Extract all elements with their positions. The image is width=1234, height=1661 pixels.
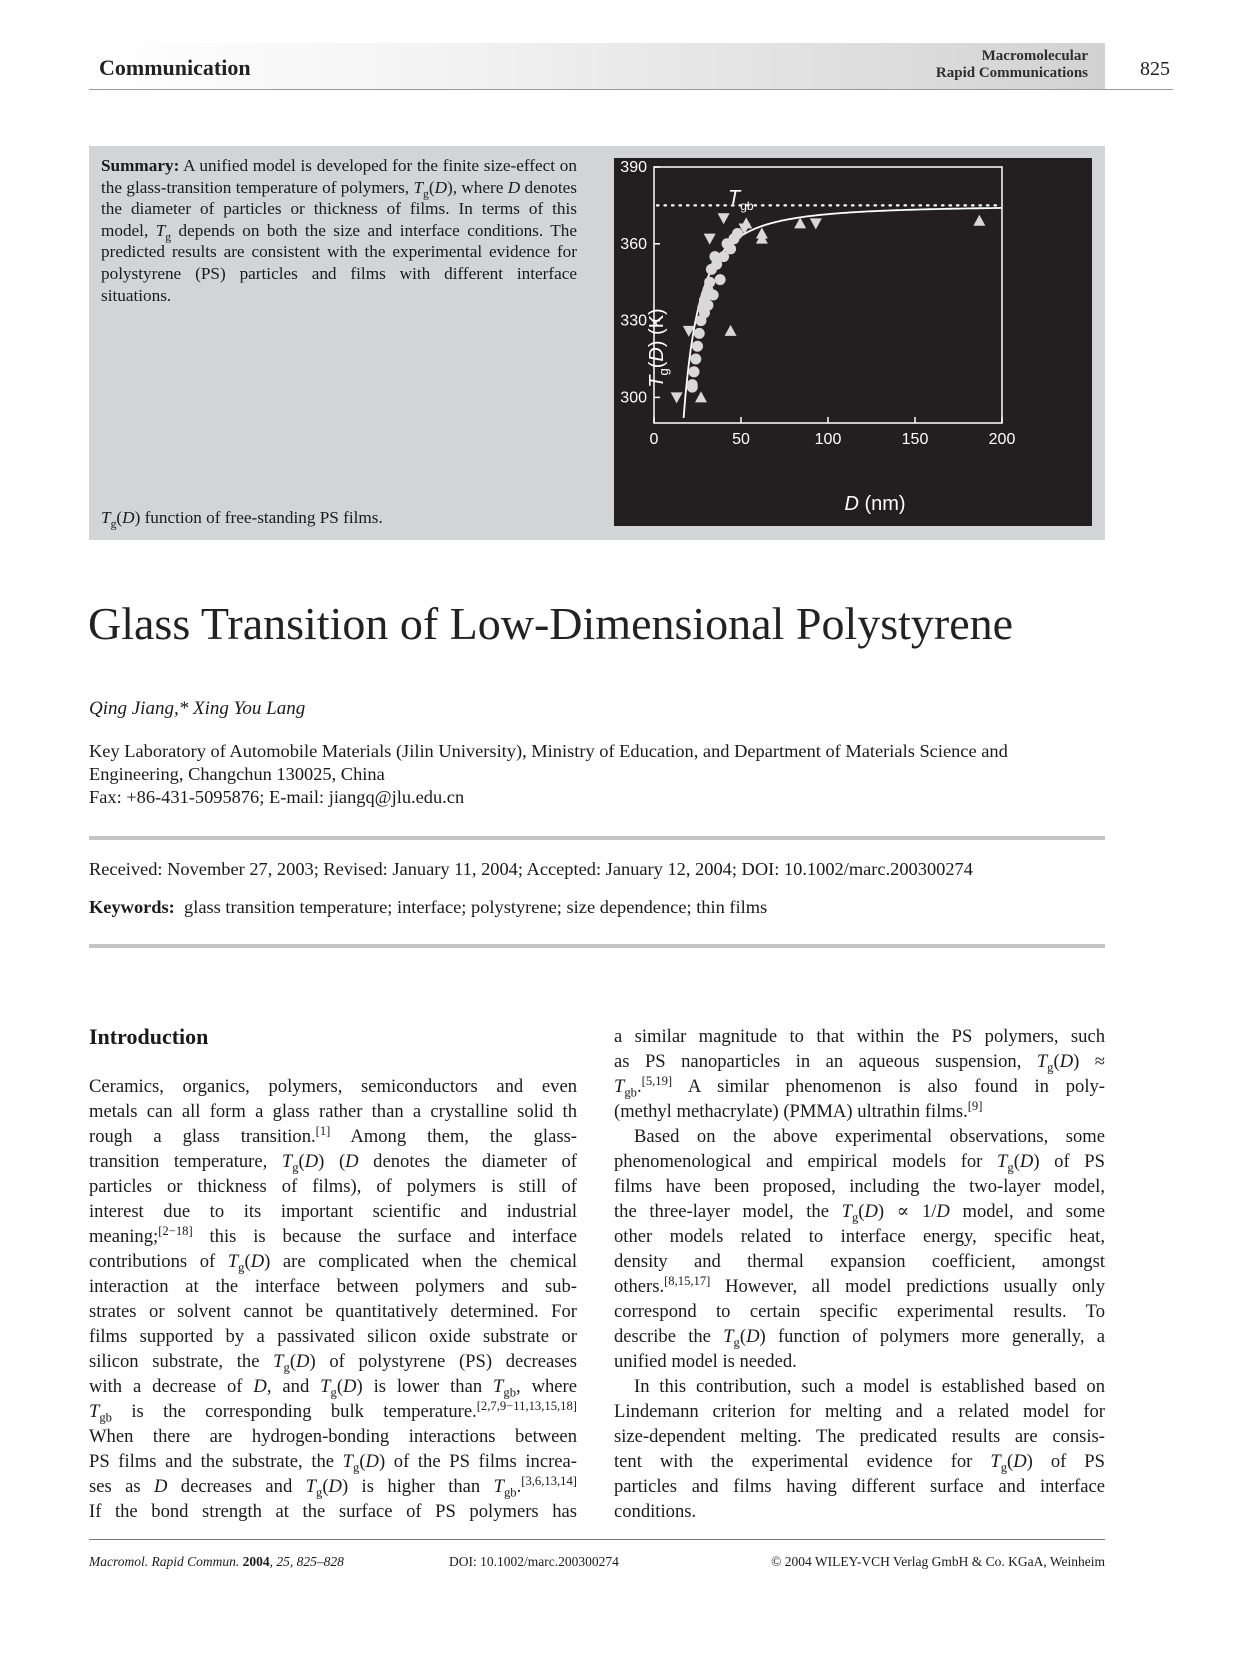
body-text-line: particles or thickness of films), of polymers is still of (89, 1176, 577, 1197)
footer-copyright: © 2004 WILEY-VCH Verlag GmbH & Co. KGaA, Weinheim (771, 1554, 1105, 1569)
affiliation-line-1: Key Laboratory of Automobile Materials (Jilin University), Ministry of Education, and Department of Materials Science and (89, 741, 1008, 761)
data-point-circle (708, 290, 719, 301)
body-text-line: interaction at the interface between polymers and sub- (89, 1276, 577, 1297)
body-text-line: conditions. (614, 1501, 697, 1522)
section-heading: Introduction (89, 1024, 209, 1049)
data-point-circle (690, 354, 701, 365)
footer-volume-pages: , 25, 825–828 (269, 1554, 344, 1569)
body-text-line: tent with the experimental evidence for $T_g(D)$ of PS (614, 1451, 1105, 1475)
summary-text: Summary: A unified model is developed for the finite size-effect on the glass-transition temperature of polymers, $T_g(D)$, where D denotes the diameter of particles or thickness of films. In terms of this model, $T_g$ depends on both the size and interface conditions. The predicted results are consistent with the experimental evidence for polystyrene (PS) particles and films with different interface situations. (101, 156, 577, 305)
journal-name-line2: Rapid Communications (935, 65, 1088, 81)
body-text-line: size-dependent melting. The predicated results are consis- (614, 1426, 1105, 1447)
data-point-triangle-down (704, 234, 716, 245)
data-point-triangle-down (810, 218, 822, 229)
section-label: Communication (99, 55, 251, 80)
data-point-triangle-up (756, 228, 768, 239)
y-tick-label: 360 (620, 235, 647, 253)
keywords-label: Keywords: (89, 897, 175, 917)
data-point-triangle-up (794, 217, 806, 228)
affiliation-line-2: Engineering, Changchun 130025, China (89, 764, 385, 784)
body-text-line: $T_{gb}$ is the corresponding bulk temperature.[2,7,9−11,13,15,18] (89, 1398, 577, 1425)
data-point-triangle-down (671, 392, 683, 403)
body-text-line: strates or solvent cannot be quantitatively determined. For (89, 1301, 577, 1322)
data-point-circle (702, 300, 713, 311)
body-column-right (614, 1024, 1105, 1524)
y-tick-label: 330 (620, 312, 647, 330)
data-points-group (671, 213, 986, 403)
data-point-triangle-up (740, 217, 752, 228)
data-point-circle (704, 277, 715, 288)
body-text-line: (methyl methacrylate) (PMMA) ultrathin films.[9] (614, 1098, 983, 1122)
tg-vs-d-chart (614, 158, 1092, 526)
body-text-line: transition temperature, $T_g(D)$ (D denotes the diameter of (89, 1151, 577, 1175)
footer-rule (89, 1539, 1105, 1540)
tick-labels-group (620, 159, 1015, 448)
header-rule (89, 89, 1173, 90)
data-point-circle (687, 379, 698, 390)
body-text-line: Ceramics, organics, polymers, semiconductors and even (89, 1076, 577, 1097)
footer-journal: Macromol. Rapid Commun. (89, 1554, 240, 1569)
body-text-line: When there are hydrogen-bonding interactions between (89, 1426, 577, 1447)
x-axis-label: D (nm) (844, 493, 906, 515)
x-tick-label: 100 (814, 431, 842, 448)
data-point-circle (732, 228, 743, 239)
chart-svg (614, 158, 1092, 526)
body-text-line: other models related to interface energy, specific heat, (614, 1226, 1105, 1247)
data-point-triangle-up (973, 215, 985, 226)
data-point-circle (725, 243, 736, 254)
body-text-line: others.[8,15,17] However, all model predictions usually only (614, 1273, 1105, 1297)
x-tick-label: 0 (649, 431, 659, 448)
x-tick-label: 150 (901, 431, 929, 448)
body-text-line: the three-layer model, the $T_g(D) \propto 1/D$ model, and some (614, 1201, 1105, 1225)
data-point-circle (715, 274, 726, 285)
data-point-circle (694, 328, 705, 339)
contact-info: Fax: +86-431-5095876; E-mail: jiangq@jlu.edu.cn (89, 787, 465, 807)
body-text-line: interest due to its important scientific and industrial (89, 1201, 577, 1222)
body-text-line: films have been proposed, including the two-layer model, (614, 1176, 1105, 1197)
body-text-line: unified model is needed. (614, 1351, 797, 1372)
body-text-line: particles and films having different surface and interface (614, 1476, 1105, 1497)
body-text-line: films supported by a passivated silicon oxide substrate or (89, 1326, 577, 1347)
body-text-line: silicon substrate, the $T_g(D)$ of polystyrene (PS) decreases (89, 1351, 577, 1375)
footer-year: 2004 (242, 1554, 270, 1569)
keywords (89, 897, 767, 918)
data-point-triangle-up (725, 325, 737, 336)
body-text-line: rough a glass transition.[1] Among them, the glass- (89, 1123, 577, 1147)
body-text-line: Based on the above experimental observations, some (634, 1126, 1105, 1147)
body-text-line: In this contribution, such a model is established based on (634, 1376, 1105, 1397)
body-text-line: with a decrease of D, and $T_g(D)$ is lower than $T_{gb}$, where (89, 1376, 577, 1400)
authors: Qing Jiang,* Xing You Lang (89, 698, 306, 719)
body-text-line: ses as D decreases and $T_g(D)$ is higher than $T_{gb}.[3,6,13,14]$ (89, 1473, 577, 1500)
y-tick-label: 390 (620, 159, 647, 176)
data-point-triangle-up (695, 391, 707, 402)
body-text-line: density and thermal expansion coefficient, amongst (614, 1251, 1105, 1272)
article-dates: Received: November 27, 2003; Revised: January 11, 2004; Accepted: January 12, 2004; DOI: 10.1002/marc.200300274 (89, 859, 973, 879)
footer-doi: DOI: 10.1002/marc.200300274 (449, 1554, 619, 1569)
body-text-line: meaning;[2−18] this is because the surface and interface (89, 1223, 577, 1247)
body-text-line: contributions of $T_g(D)$ are complicated when the chemical (89, 1251, 577, 1275)
x-tick-label: 200 (988, 431, 1016, 448)
y-axis-label: $T_g(D)$ (K) (646, 308, 671, 388)
data-point-circle (692, 341, 703, 352)
body-text-line: metals can all form a glass rather than a crystalline solid th (89, 1101, 577, 1122)
y-tick-label: 300 (620, 389, 647, 407)
data-point-circle (689, 366, 700, 377)
body-text-line: phenomenological and empirical models for $T_g(D)$ of PS (614, 1151, 1105, 1175)
footer-citation (89, 1554, 344, 1570)
body-text-line: $T_{gb}.[5,19]$ A similar phenomenon is also found in poly- (614, 1073, 1105, 1100)
body-text-line: describe the $T_g(D)$ function of polymers more generally, a (614, 1326, 1105, 1350)
summary-label: Summary: (101, 156, 180, 175)
body-text-line: as PS nanoparticles in an aqueous suspension, $T_g(D)$ ≈ (614, 1051, 1105, 1075)
body-text-line: If the bond strength at the surface of PS polymers has (89, 1501, 577, 1522)
page-number: 825 (1140, 58, 1170, 80)
body-text-line: Lindemann criterion for melting and a related model for (614, 1401, 1105, 1422)
divider (89, 944, 1105, 948)
keywords-list: glass transition temperature; interface; polystyrene; size dependence; thin films (184, 897, 768, 917)
body-text-line: correspond to certain specific experimental results. To (614, 1301, 1105, 1322)
body-text-line: a similar magnitude to that within the PS polymers, such (614, 1026, 1105, 1047)
x-tick-label: 50 (732, 431, 750, 448)
graphical-abstract-caption: $T_g(D)$ function of free-standing PS films. (101, 508, 383, 531)
journal-name (880, 48, 1088, 82)
data-point-triangle-down (718, 213, 730, 224)
body-column-left (89, 1074, 577, 1524)
tgb-annotation: $T_{gb}$ (728, 187, 754, 213)
article-title: Glass Transition of Low-Dimensional Polystyrene (88, 598, 1014, 649)
divider (89, 836, 1105, 840)
body-text-line: PS films and the substrate, the $T_g(D)$ of the PS films increa- (89, 1451, 577, 1475)
journal-name-line1: Macromolecular (981, 48, 1088, 64)
